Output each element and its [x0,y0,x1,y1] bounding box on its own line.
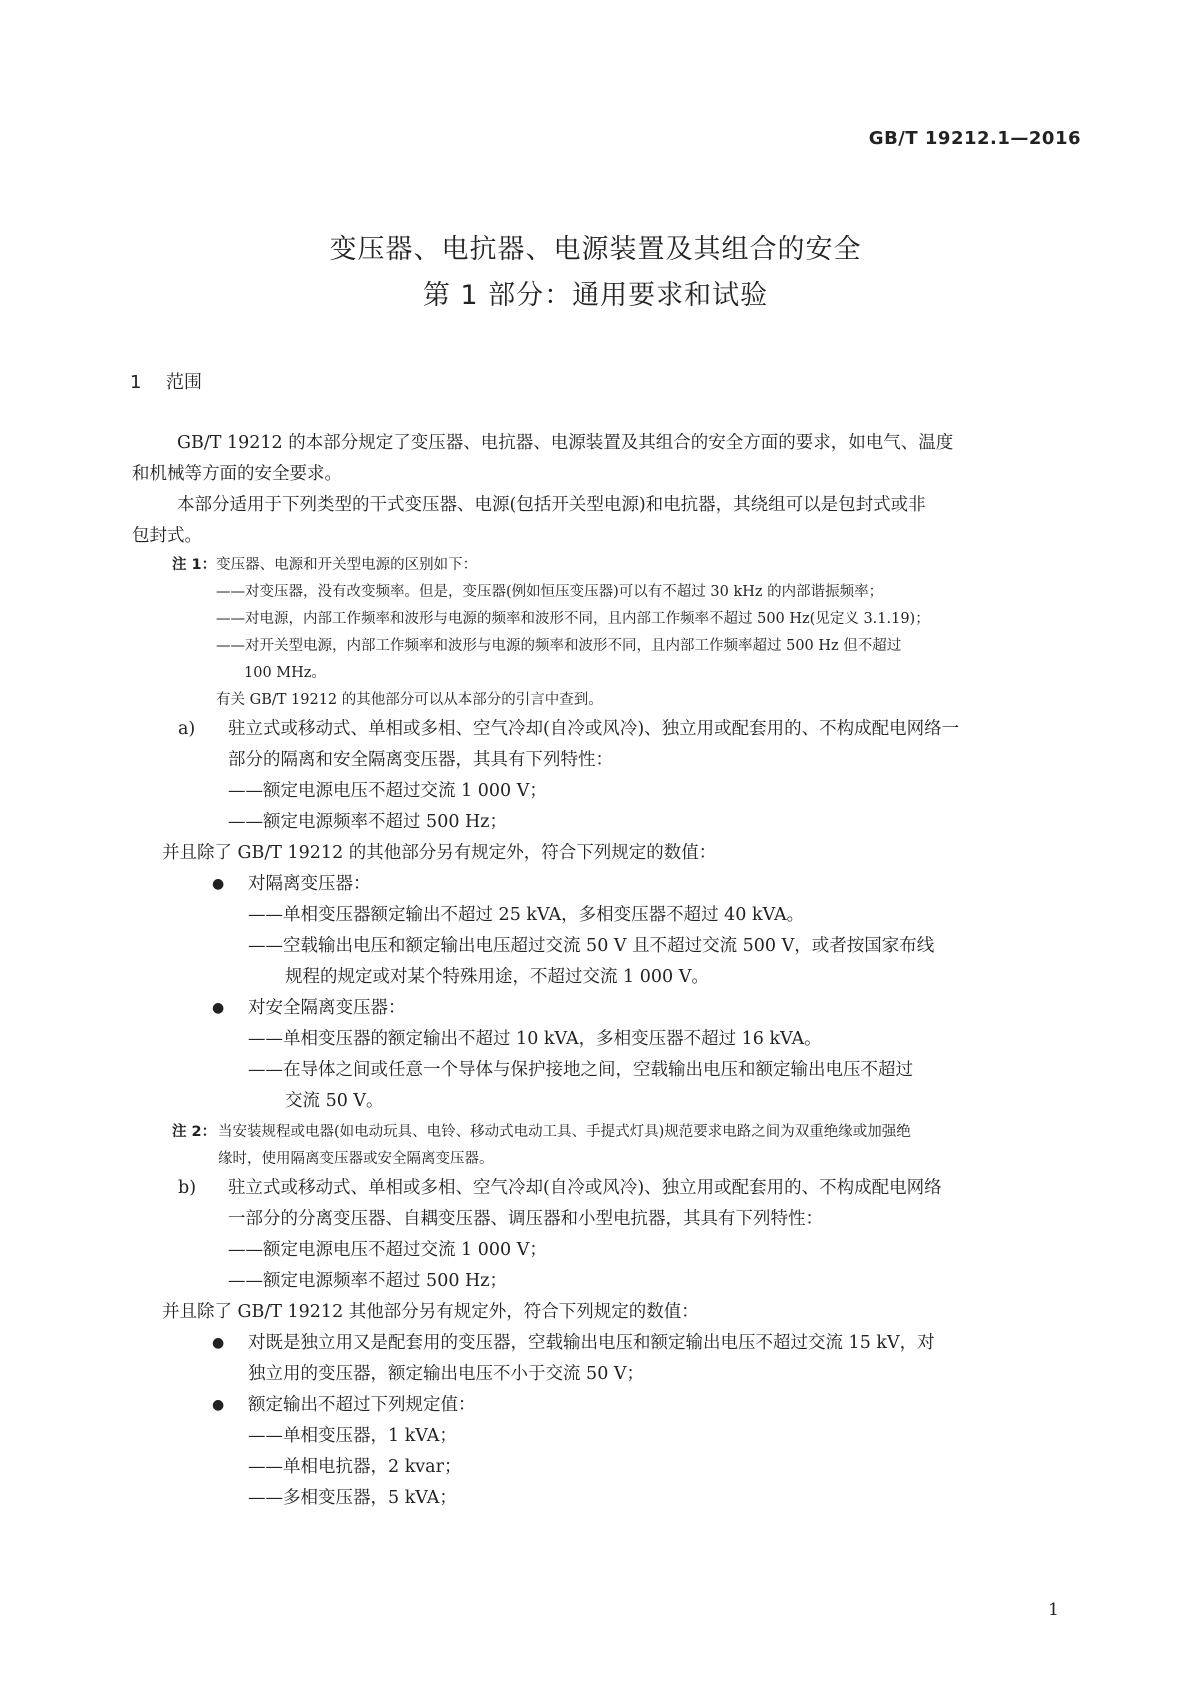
item-a-and: 并且除了 GB/T 19212 的其他部分另有规定外，符合下列规定的数值： [162,843,717,863]
item-a-bullet-1-dash-2-cont: 规程的规定或对某个特殊用途，不超过交流 1 000 V。 [285,967,709,987]
item-a-dash-1: ——额定电源电压不超过交流 1 000 V； [228,781,547,801]
item-b-dash-1: ——额定电源电压不超过交流 1 000 V； [228,1240,547,1260]
item-a-bullet-2: ● 对安全隔离变压器： [212,993,1060,1024]
item-b-bullet-2-dash-3: ——多相变压器，5 kVA； [248,1488,457,1508]
item-a-bullet-1-dash-1: ——单相变压器额定输出不超过 25 kVA，多相变压器不超过 40 kVA。 [248,905,805,925]
note-2-label: 注 2： [172,1124,217,1140]
item-b-bullet-1-line-2: 独立用的变压器，额定输出电压不小于交流 50 V； [248,1364,645,1384]
note-1-extra: 有关 GB/T 19212 的其他部分可以从本部分的引言中查到。 [216,692,603,708]
note-1-dash-2: ——对电源，内部工作频率和波形与电源的频率和波形不同，且内部工作频率不超过 500 Hz(见定义 3.1.19)； [216,611,930,627]
note-2-line-2: 缘时，使用隔离变压器或安全隔离变压器。 [218,1151,494,1167]
item-b-line-1: 驻立式或移动式、单相或多相、空气冷却(自冷或风冷)、独立用或配套用的、不构成配电网络 [228,1178,942,1198]
note-2-line-1: 当安装规程或电器(如电动玩具、电铃、移动式电动工具、手提式灯具)规范要求电路之间为双重绝缘或加强绝 [218,1124,911,1140]
item-b-mark: b) [178,1178,197,1198]
item-a-line-1: 驻立式或移动式、单相或多相、空气冷却(自冷或风冷)、独立用或配套用的、不构成配电网络一 [228,719,960,739]
note-1-label: 注 1： [172,557,217,573]
item-a-bullet-2-dash-2: ——在导体之间或任意一个导体与保护接地之间，空载输出电压和额定输出电压不超过 [248,1060,913,1080]
document-body [132,428,1060,1514]
note-1-dash-1: ——对变压器，没有改变频率。但是，变压器(例如恒压变压器)可以有不超过 30 kHz 的内部谐振频率； [216,584,884,600]
item-a-mark: a) [178,719,196,739]
document-title-line-2: 第 1 部分：通用要求和试验 [422,280,769,311]
item-b-bullet-2-dash-1: ——单相变压器，1 kVA； [248,1426,457,1446]
item-a-bullet-1: ● 对隔离变压器： [212,869,1060,900]
item-b-line-2: 一部分的分离变压器、自耦变压器、调压器和小型电抗器，其具有下列特性： [228,1209,823,1229]
item-b-bullet-1: ● 对既是独立用又是配套用的变压器，空载输出电压和额定输出电压不超过交流 15 kV，对 [212,1328,1060,1359]
standard-code: GB/T 19212.1—2016 [868,128,1081,149]
section-heading [130,368,202,394]
intro-paragraph-2-line-1: 本部分适用于下列类型的干式变压器、电源(包括开关型电源)和电抗器，其绕组可以是包封式或非 [177,495,926,515]
item-a-line-2: 部分的隔离和安全隔离变压器，其具有下列特性： [228,750,613,770]
item-b-bullet-2: ● 额定输出不超过下列规定值： [212,1390,1060,1421]
list-item-b [178,1173,1060,1204]
item-b-dash-2: ——额定电源频率不超过 500 Hz； [228,1271,508,1291]
note-1-dash-3: ——对开关型电源，内部工作频率和波形与电源的频率和波形不同，且内部工作频率超过 500 Hz 但不超过 [216,638,902,654]
section-number: 1 [130,372,142,393]
note-1 [132,552,1060,714]
page-number: 1 [1048,1600,1059,1620]
item-a-bullet-1-dash-2: ——空载输出电压和额定输出电压超过交流 50 V 且不超过交流 500 V，或者按国家布线 [248,936,935,956]
note-2 [132,1119,1060,1173]
item-a-bullet-2-dash-2-cont: 交流 50 V。 [285,1091,384,1111]
note-1-head: 变压器、电源和开关型电源的区别如下： [216,557,478,573]
note-1-dash-3-cont: 100 MHz。 [244,665,326,681]
list-item-a [178,714,1060,745]
intro-paragraph-2-line-2: 包封式。 [132,526,202,546]
section-title: 范围 [166,372,202,393]
intro-paragraph-1-line-2: 和机械等方面的安全要求。 [132,464,342,484]
item-a-bullet-2-dash-1: ——单相变压器的额定输出不超过 10 kVA，多相变压器不超过 16 kVA。 [248,1029,822,1049]
intro-paragraph-1-line-1: GB/T 19212 的本部分规定了变压器、电抗器、电源装置及其组合的安全方面的要求，如电气、温度 [177,433,954,453]
item-b-bullet-2-dash-2: ——单相电抗器，2 kvar； [248,1457,462,1477]
document-title-line-1: 变压器、电抗器、电源装置及其组合的安全 [329,234,862,265]
bullet-icon: ● [212,1397,225,1413]
bullet-icon: ● [212,876,225,892]
item-a-dash-2: ——额定电源频率不超过 500 Hz； [228,812,508,832]
item-b-and: 并且除了 GB/T 19212 其他部分另有规定外，符合下列规定的数值： [162,1302,699,1322]
bullet-icon: ● [212,1000,225,1016]
bullet-icon: ● [212,1335,225,1351]
